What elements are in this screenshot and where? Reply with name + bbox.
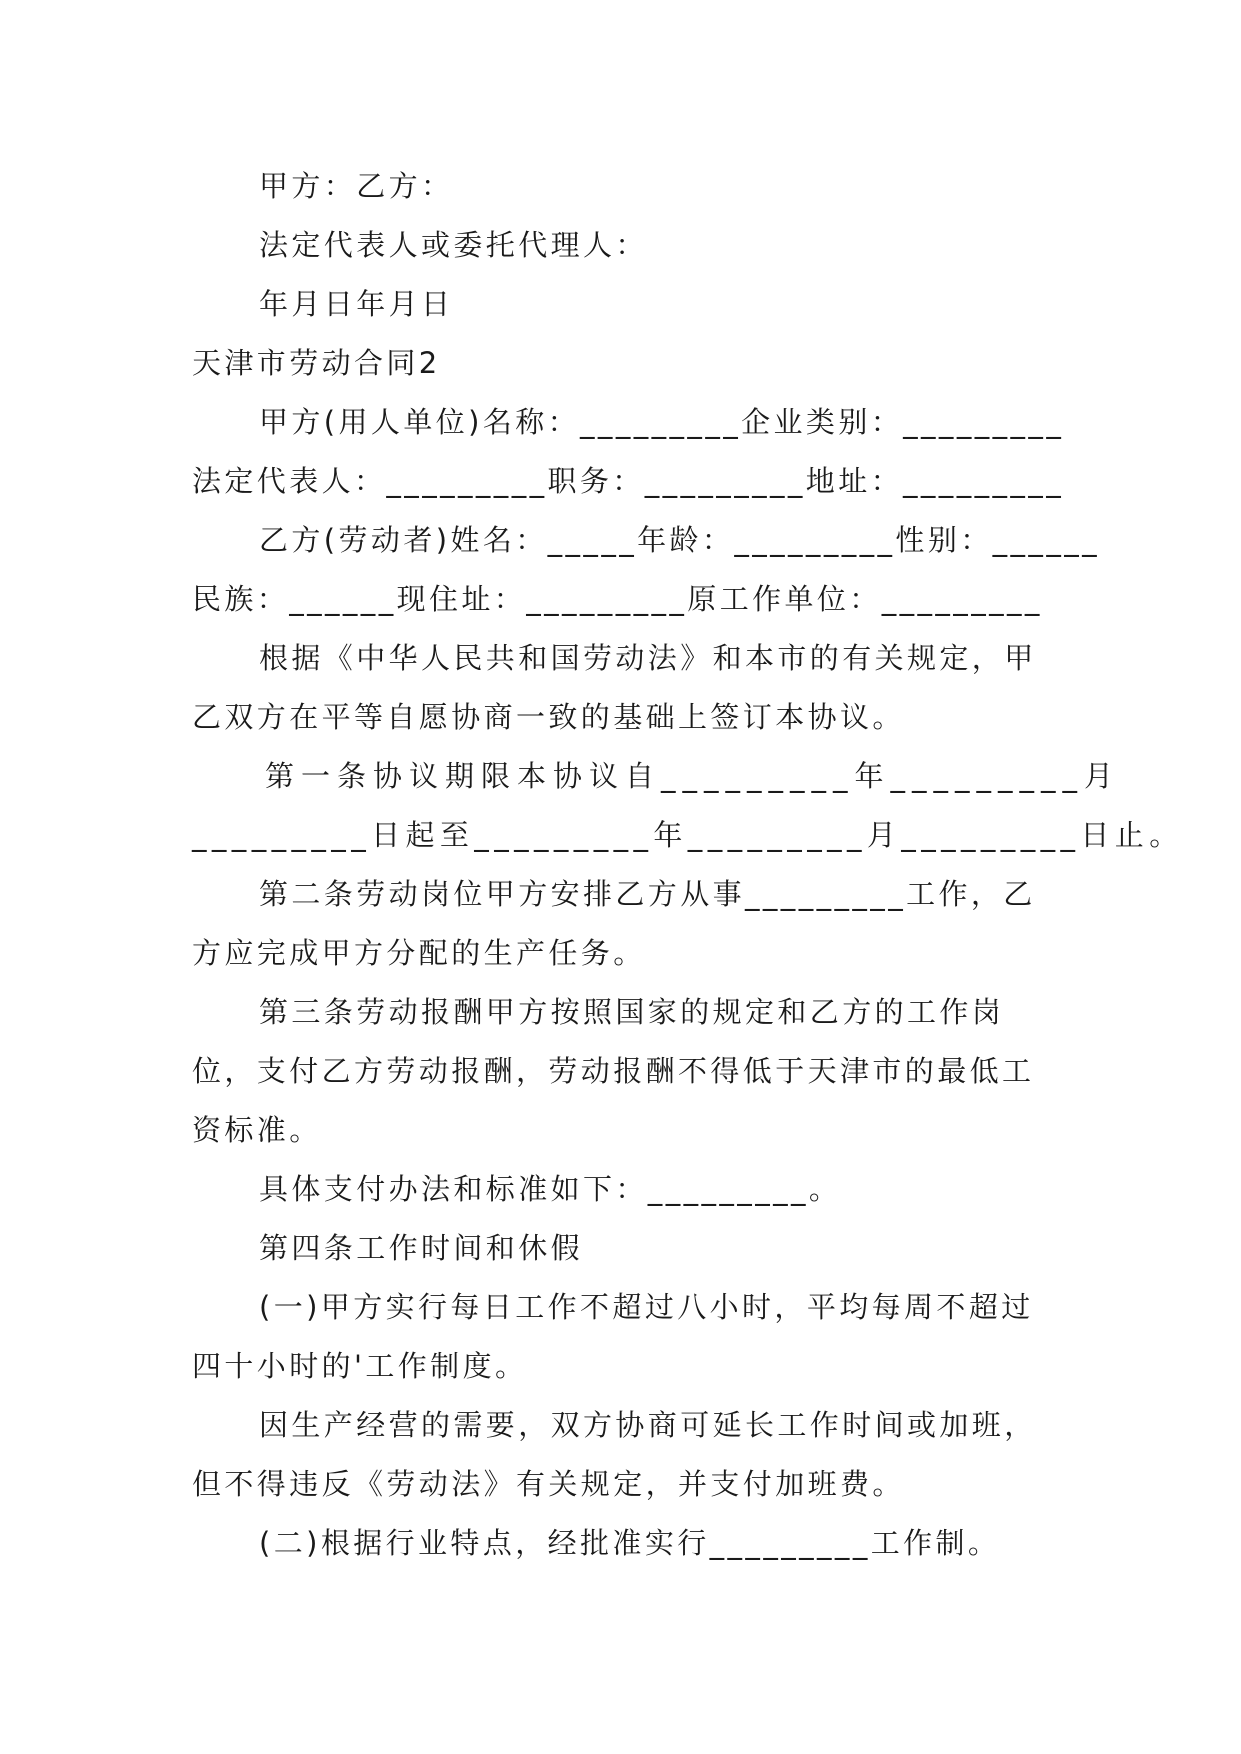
article-3-line-2: 位，支付乙方劳动报酬，劳动报酬不得低于天津市的最低工 bbox=[192, 1054, 1035, 1088]
article-4-heading: 第四条工作时间和休假 bbox=[259, 1231, 584, 1265]
article-2-line-1: 第二条劳动岗位甲方安排乙方从事_________工作，乙 bbox=[259, 877, 1036, 911]
employee-detail-line: 民族：______现住址：_________原工作单位：_________ bbox=[192, 582, 1043, 616]
overtime-line-2: 但不得违反《劳动法》有关规定，并支付加班费。 bbox=[192, 1467, 905, 1501]
article-3-line-3: 资标准。 bbox=[192, 1113, 322, 1147]
employer-name-line: 甲方(用人单位)名称：_________企业类别：_________ bbox=[259, 405, 1065, 439]
article-1-line-1: 第一条协议期限本协议自_________年_________月 bbox=[265, 759, 1121, 793]
overtime-line-1: 因生产经营的需要，双方协商可延长工作时间或加班， bbox=[259, 1408, 1037, 1442]
contract-title: 天津市劳动合同2 bbox=[192, 346, 441, 380]
employer-rep-line: 法定代表人：_________职务：_________地址：_________ bbox=[192, 464, 1065, 498]
article-3-line-1: 第三条劳动报酬甲方按照国家的规定和乙方的工作岗 bbox=[259, 995, 1005, 1029]
representative-line: 法定代表人或委托代理人： bbox=[259, 228, 648, 262]
date-line: 年月日年月日 bbox=[259, 287, 454, 321]
preamble-line-2: 乙双方在平等自愿协商一致的基础上签订本协议。 bbox=[192, 700, 905, 734]
preamble-line-1: 根据《中华人民共和国劳动法》和本市的有关规定，甲 bbox=[259, 641, 1037, 675]
payment-line: 具体支付办法和标准如下：_________。 bbox=[259, 1172, 842, 1206]
article-1-line-2: _________日起至_________年_________月_________日止。 bbox=[192, 818, 1184, 852]
article-4-item-1-line-1: (一)甲方实行每日工作不超过八小时，平均每周不超过 bbox=[259, 1290, 1034, 1324]
employee-name-line: 乙方(劳动者)姓名：_____年龄：_________性别：______ bbox=[259, 523, 1101, 557]
article-4-item-1-line-2: 四十小时的'工作制度。 bbox=[192, 1349, 528, 1383]
article-4-item-2: (二)根据行业特点，经批准实行_________工作制。 bbox=[259, 1526, 1001, 1560]
party-line: 甲方：乙方： bbox=[259, 169, 454, 203]
article-2-line-2: 方应完成甲方分配的生产任务。 bbox=[192, 936, 646, 970]
